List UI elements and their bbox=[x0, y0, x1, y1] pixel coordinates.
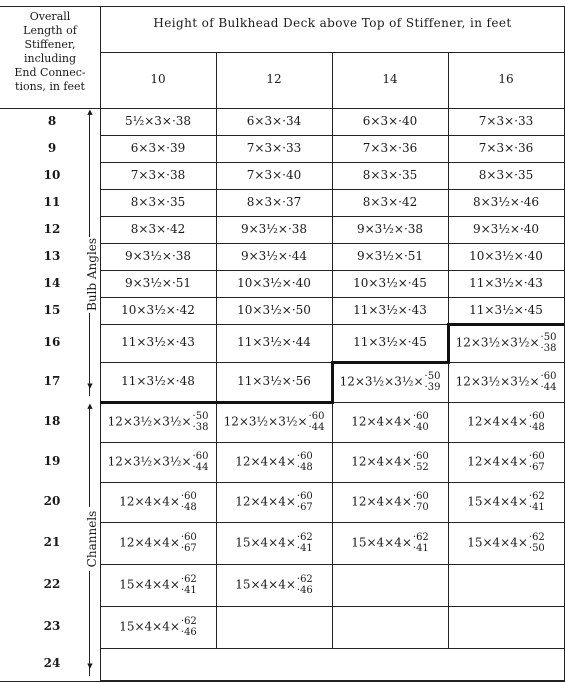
cell-rule bbox=[332, 297, 448, 298]
section-size: 12×3½×3½× bbox=[223, 414, 308, 429]
thickness-flange: ·70 bbox=[412, 502, 429, 513]
section-size-cell bbox=[100, 616, 216, 638]
section-size-cell bbox=[100, 114, 216, 128]
section-size-cell bbox=[216, 491, 332, 513]
section-size: 11×3½×·44 bbox=[237, 335, 311, 349]
cell-rule bbox=[332, 216, 448, 217]
thickness-fraction bbox=[425, 371, 441, 393]
section-size: 11×3½×·43 bbox=[469, 275, 543, 290]
boundary-line bbox=[100, 401, 334, 404]
cell-rule bbox=[216, 648, 332, 649]
cell-rule bbox=[100, 162, 216, 163]
thickness-fraction bbox=[541, 371, 557, 393]
section-size-cell bbox=[448, 141, 564, 155]
cell-rule bbox=[100, 522, 216, 523]
row-length-label: 9 bbox=[47, 140, 57, 155]
thickness-flange: ·44 bbox=[192, 462, 209, 473]
section-size-cell bbox=[448, 451, 564, 473]
thickness-fraction bbox=[529, 451, 545, 473]
thickness-flange: ·41 bbox=[296, 543, 313, 554]
thickness-web: ·50 bbox=[424, 371, 441, 382]
section-size-cell bbox=[332, 532, 448, 554]
cell-rule bbox=[100, 362, 216, 363]
thickness-fraction bbox=[541, 332, 557, 354]
column-heading: 14 bbox=[382, 72, 398, 86]
section-size-cell bbox=[100, 276, 216, 290]
section-size-cell bbox=[216, 335, 332, 349]
cell-rule bbox=[100, 606, 216, 607]
section-size: 10×3½×·50 bbox=[237, 302, 311, 317]
section-size-cell bbox=[100, 374, 216, 388]
thickness-web: ·60 bbox=[180, 491, 197, 502]
cell-rule bbox=[332, 606, 448, 607]
section-size: 8×3½×·46 bbox=[472, 194, 540, 209]
thickness-fraction bbox=[181, 574, 197, 596]
cell-rule bbox=[332, 270, 448, 271]
cell-rule bbox=[216, 362, 332, 363]
thickness-fraction bbox=[529, 411, 545, 433]
cell-rule bbox=[448, 135, 564, 136]
thickness-flange: ·46 bbox=[180, 627, 197, 638]
cell-rule bbox=[448, 189, 564, 190]
row-length-label: 22 bbox=[43, 577, 61, 591]
row-length-label: 16 bbox=[43, 335, 61, 349]
thickness-fraction bbox=[309, 411, 325, 433]
section-size: 12×4×4× bbox=[351, 414, 412, 429]
thickness-fraction bbox=[181, 491, 197, 513]
section-size: 6×3×·39 bbox=[130, 140, 186, 155]
cell-rule bbox=[332, 189, 448, 190]
channels-label: Channels bbox=[85, 507, 99, 571]
section-size: 8×3×·37 bbox=[246, 194, 302, 209]
boundary-line bbox=[447, 323, 450, 363]
thickness-fraction bbox=[193, 451, 209, 473]
cell-rule bbox=[216, 324, 332, 325]
section-size-cell bbox=[100, 249, 216, 263]
column-heading: 12 bbox=[266, 72, 282, 86]
cell-rule bbox=[332, 162, 448, 163]
row-length-label: 17 bbox=[43, 374, 61, 388]
section-size: 7×3×·33 bbox=[246, 140, 302, 155]
row-header-line: End Connec- bbox=[14, 66, 86, 79]
section-size-cell bbox=[448, 371, 564, 393]
bracket-arrow-icon: ▲ bbox=[87, 108, 93, 116]
column-group-header: Height of Bulkhead Deck above Top of Stiffener, in feet bbox=[153, 16, 512, 30]
thickness-flange: ·41 bbox=[528, 502, 545, 513]
thickness-web: ·50 bbox=[192, 411, 209, 422]
cell-rule bbox=[100, 297, 216, 298]
thickness-web: ·60 bbox=[412, 411, 429, 422]
section-size: 15×4×4× bbox=[119, 619, 180, 634]
section-size: 15×4×4× bbox=[235, 577, 296, 592]
thickness-flange: ·48 bbox=[528, 422, 545, 433]
cell-rule bbox=[216, 135, 332, 136]
cell-rule bbox=[216, 216, 332, 217]
cell-rule bbox=[100, 270, 216, 271]
section-size-cell bbox=[216, 222, 332, 236]
section-size: 11×3½×·56 bbox=[237, 374, 311, 388]
thickness-web: ·60 bbox=[412, 451, 429, 462]
section-size: 12×3½×3½× bbox=[107, 454, 192, 469]
section-size-cell bbox=[448, 332, 564, 354]
thickness-web: ·60 bbox=[180, 532, 197, 543]
cell-rule bbox=[332, 402, 448, 403]
row-header-line: tions, in feet bbox=[15, 80, 85, 93]
row-length-label: 12 bbox=[43, 221, 61, 236]
row-length-label: 13 bbox=[43, 248, 61, 263]
section-size: 12×3½×3½× bbox=[455, 374, 540, 389]
section-size: 9×3½×·38 bbox=[356, 221, 424, 236]
thickness-web: ·60 bbox=[296, 491, 313, 502]
table-top-rule bbox=[0, 6, 565, 7]
cell-rule bbox=[332, 442, 448, 443]
thickness-flange: ·41 bbox=[180, 585, 197, 596]
section-size: 15×4×4× bbox=[119, 577, 180, 592]
thickness-fraction bbox=[413, 491, 429, 513]
thickness-web: ·60 bbox=[540, 371, 557, 382]
cell-rule bbox=[100, 442, 216, 443]
cell-rule bbox=[448, 162, 564, 163]
section-size-cell bbox=[216, 249, 332, 263]
cell-rule bbox=[100, 564, 216, 565]
cell-rule bbox=[332, 243, 448, 244]
cell-rule bbox=[332, 135, 448, 136]
thickness-fraction bbox=[529, 532, 545, 554]
thickness-web: ·62 bbox=[296, 532, 313, 543]
thickness-fraction bbox=[181, 532, 197, 554]
cell-rule bbox=[100, 680, 216, 681]
section-size: 12×4×4× bbox=[467, 454, 528, 469]
thickness-web: ·60 bbox=[528, 451, 545, 462]
thickness-flange: ·67 bbox=[528, 462, 545, 473]
section-size-cell bbox=[332, 168, 448, 182]
thickness-flange: ·50 bbox=[528, 543, 545, 554]
thickness-flange: ·46 bbox=[296, 585, 313, 596]
thickness-flange: ·40 bbox=[412, 422, 429, 433]
thickness-web: ·60 bbox=[412, 491, 429, 502]
thickness-web: ·60 bbox=[192, 451, 209, 462]
section-size-cell bbox=[332, 411, 448, 433]
thickness-web: ·62 bbox=[528, 532, 545, 543]
row-header-line: including bbox=[23, 52, 77, 65]
boundary-line bbox=[332, 361, 450, 364]
cell-rule bbox=[100, 324, 216, 325]
section-size-cell bbox=[216, 574, 332, 596]
thickness-fraction bbox=[193, 411, 209, 433]
section-size: 8×3×·35 bbox=[362, 167, 418, 182]
cell-rule bbox=[100, 482, 216, 483]
section-size-cell bbox=[100, 491, 216, 513]
section-size: 7×3×·33 bbox=[478, 113, 534, 128]
column-heading: 16 bbox=[498, 72, 514, 86]
thickness-web: ·60 bbox=[528, 411, 545, 422]
section-size: 7×3×·36 bbox=[362, 140, 418, 155]
row-header-line: Overall bbox=[29, 10, 71, 23]
section-size-cell bbox=[332, 491, 448, 513]
bracket-arrow-icon: ▼ bbox=[87, 662, 93, 670]
section-size: 9×3½×·40 bbox=[472, 221, 540, 236]
section-size-cell bbox=[216, 374, 332, 388]
cell-rule bbox=[216, 564, 332, 565]
thickness-fraction bbox=[297, 532, 313, 554]
cell-rule bbox=[332, 482, 448, 483]
cell-rule bbox=[448, 402, 564, 403]
cell-rule bbox=[332, 324, 448, 325]
section-size: 15×4×4× bbox=[467, 494, 528, 509]
section-size-cell bbox=[332, 141, 448, 155]
cell-rule bbox=[100, 216, 216, 217]
section-size-cell bbox=[332, 276, 448, 290]
cell-rule bbox=[332, 564, 448, 565]
section-size: 10×3½×·40 bbox=[469, 248, 543, 263]
section-size-cell bbox=[216, 114, 332, 128]
section-size: 9×3½×·38 bbox=[124, 248, 192, 263]
section-size-cell bbox=[216, 411, 332, 433]
row-header-label bbox=[4, 10, 96, 94]
row-length-label: 19 bbox=[43, 454, 61, 468]
cell-rule bbox=[332, 680, 448, 681]
row-length-label: 11 bbox=[43, 194, 61, 209]
section-size: 12×4×4× bbox=[235, 454, 296, 469]
section-size-cell bbox=[448, 532, 564, 554]
cell-rule bbox=[448, 482, 564, 483]
cell-rule bbox=[448, 680, 564, 681]
cell-rule bbox=[216, 522, 332, 523]
section-size-cell bbox=[216, 451, 332, 473]
cell-rule bbox=[448, 648, 564, 649]
cell-rule bbox=[448, 606, 564, 607]
section-size: 11×3½×·43 bbox=[353, 302, 427, 317]
cell-rule bbox=[216, 482, 332, 483]
cell-rule bbox=[216, 606, 332, 607]
row-length-label: 10 bbox=[43, 167, 61, 182]
section-size-cell bbox=[332, 114, 448, 128]
thickness-flange: ·67 bbox=[180, 543, 197, 554]
thickness-flange: ·41 bbox=[412, 543, 429, 554]
cell-rule bbox=[448, 564, 564, 565]
section-size-cell bbox=[448, 168, 564, 182]
thickness-web: ·62 bbox=[296, 574, 313, 585]
section-size: 12×4×4× bbox=[467, 414, 528, 429]
section-size: 5½×3×·38 bbox=[124, 113, 192, 128]
section-size-cell bbox=[448, 411, 564, 433]
section-size-cell bbox=[448, 222, 564, 236]
section-size: 12×4×4× bbox=[351, 454, 412, 469]
row-length-label: 23 bbox=[43, 619, 61, 633]
boundary-line bbox=[448, 323, 564, 326]
cell-rule bbox=[448, 243, 564, 244]
section-size: 9×3½×·51 bbox=[356, 248, 424, 263]
thickness-flange: ·67 bbox=[296, 502, 313, 513]
thickness-web: ·60 bbox=[308, 411, 325, 422]
section-size: 8×3×·42 bbox=[362, 194, 418, 209]
section-size: 12×3½×3½× bbox=[107, 414, 192, 429]
cell-rule bbox=[332, 522, 448, 523]
section-size-cell bbox=[332, 371, 448, 393]
section-size-cell bbox=[216, 141, 332, 155]
bracket-arrow-icon: ▲ bbox=[87, 402, 93, 410]
cell-rule bbox=[100, 189, 216, 190]
section-size: 9×3½×·38 bbox=[240, 221, 308, 236]
section-size-cell bbox=[100, 411, 216, 433]
section-size: 15×4×4× bbox=[235, 535, 296, 550]
section-size: 6×3×·40 bbox=[362, 113, 418, 128]
section-size: 9×3½×·51 bbox=[124, 275, 192, 290]
cell-rule bbox=[448, 442, 564, 443]
section-size: 11×3½×·45 bbox=[469, 302, 543, 317]
section-size: 8×3×·35 bbox=[130, 194, 186, 209]
thickness-flange: ·44 bbox=[540, 382, 557, 393]
row-length-label: 24 bbox=[43, 656, 61, 670]
bracket-arrow-icon: ▼ bbox=[87, 382, 93, 390]
section-size-cell bbox=[216, 532, 332, 554]
row-length-label: 8 bbox=[47, 113, 57, 128]
section-size-cell bbox=[100, 335, 216, 349]
thickness-web: ·60 bbox=[296, 451, 313, 462]
section-size: 8×3×·35 bbox=[478, 167, 534, 182]
thickness-fraction bbox=[297, 491, 313, 513]
thickness-flange: ·44 bbox=[308, 422, 325, 433]
cell-rule bbox=[332, 648, 448, 649]
section-size-cell bbox=[100, 222, 216, 236]
row-length-label: 14 bbox=[43, 275, 61, 290]
thickness-flange: ·48 bbox=[180, 502, 197, 513]
section-size: 12×4×4× bbox=[351, 494, 412, 509]
section-size-cell bbox=[100, 451, 216, 473]
section-size-cell bbox=[448, 114, 564, 128]
row-length-label: 18 bbox=[43, 414, 61, 428]
section-size: 10×3½×·45 bbox=[353, 275, 427, 290]
section-size-cell bbox=[448, 195, 564, 209]
row-header-line: Length of bbox=[23, 24, 77, 37]
thickness-flange: ·38 bbox=[192, 422, 209, 433]
section-size-cell bbox=[332, 451, 448, 473]
thickness-fraction bbox=[297, 451, 313, 473]
thickness-flange: ·52 bbox=[412, 462, 429, 473]
cell-rule bbox=[448, 297, 564, 298]
section-size: 8×3×·42 bbox=[130, 221, 186, 236]
section-size: 6×3×·34 bbox=[246, 113, 302, 128]
section-size: 7×3×·38 bbox=[130, 167, 186, 182]
row-length-label: 21 bbox=[43, 535, 61, 549]
section-size: 12×4×4× bbox=[235, 494, 296, 509]
section-size-cell bbox=[100, 532, 216, 554]
cell-rule bbox=[100, 243, 216, 244]
section-size-cell bbox=[216, 168, 332, 182]
thickness-fraction bbox=[413, 532, 429, 554]
cell-rule bbox=[448, 216, 564, 217]
thickness-web: ·62 bbox=[180, 574, 197, 585]
section-size: 11×3½×·48 bbox=[121, 374, 195, 388]
cell-rule bbox=[448, 522, 564, 523]
cell-rule bbox=[216, 442, 332, 443]
section-size-cell bbox=[100, 141, 216, 155]
thickness-web: ·62 bbox=[528, 491, 545, 502]
section-size-cell bbox=[100, 168, 216, 182]
section-size-cell bbox=[332, 222, 448, 236]
cell-rule bbox=[216, 162, 332, 163]
row-length-label: 15 bbox=[43, 302, 61, 317]
thickness-fraction bbox=[413, 451, 429, 473]
cell-rule bbox=[100, 648, 216, 649]
section-size-cell bbox=[100, 574, 216, 596]
section-size: 7×3×·40 bbox=[246, 167, 302, 182]
section-size: 12×3½×3½× bbox=[339, 374, 424, 389]
column-heading: 10 bbox=[150, 72, 166, 86]
section-size: 10×3½×·42 bbox=[121, 302, 195, 317]
thickness-fraction bbox=[529, 491, 545, 513]
section-size: 11×3½×·43 bbox=[121, 335, 195, 349]
section-size: 10×3½×·40 bbox=[237, 275, 311, 290]
thickness-fraction bbox=[413, 411, 429, 433]
boundary-line bbox=[331, 361, 334, 403]
section-size: 15×4×4× bbox=[351, 535, 412, 550]
thickness-web: ·50 bbox=[540, 332, 557, 343]
thickness-flange: ·39 bbox=[424, 382, 441, 393]
section-size: 15×4×4× bbox=[467, 535, 528, 550]
section-size-cell bbox=[100, 195, 216, 209]
thickness-web: ·62 bbox=[412, 532, 429, 543]
section-size: 11×3½×·45 bbox=[353, 335, 427, 349]
section-size-cell bbox=[332, 335, 448, 349]
section-size-cell bbox=[448, 303, 564, 317]
section-size: 9×3½×·44 bbox=[240, 248, 308, 263]
cell-rule bbox=[448, 270, 564, 271]
section-size: 12×3½×3½× bbox=[455, 335, 540, 350]
section-size-cell bbox=[216, 303, 332, 317]
section-size-cell bbox=[332, 195, 448, 209]
section-size-cell bbox=[448, 249, 564, 263]
section-size-cell bbox=[100, 303, 216, 317]
cell-rule bbox=[216, 270, 332, 271]
thickness-flange: ·48 bbox=[296, 462, 313, 473]
cell-rule bbox=[216, 680, 332, 681]
cell-rule bbox=[216, 297, 332, 298]
section-size: 12×4×4× bbox=[119, 494, 180, 509]
cell-rule bbox=[448, 362, 564, 363]
cell-rule bbox=[216, 243, 332, 244]
section-size: 12×4×4× bbox=[119, 535, 180, 550]
row-header-line: Stiffener, bbox=[24, 38, 76, 51]
section-size-cell bbox=[332, 303, 448, 317]
row-length-label: 20 bbox=[43, 494, 61, 508]
section-size: 7×3×·36 bbox=[478, 140, 534, 155]
thickness-web: ·62 bbox=[180, 616, 197, 627]
section-size-cell bbox=[448, 491, 564, 513]
cell-rule bbox=[216, 189, 332, 190]
bulb-angles-label: Bulb Angles bbox=[85, 237, 99, 311]
thickness-flange: ·38 bbox=[540, 343, 557, 354]
section-size-cell bbox=[332, 249, 448, 263]
section-size-cell bbox=[216, 195, 332, 209]
section-size-cell bbox=[448, 276, 564, 290]
section-size-cell bbox=[216, 276, 332, 290]
thickness-fraction bbox=[181, 616, 197, 638]
table-bottom-rule bbox=[0, 681, 565, 682]
cell-rule bbox=[100, 135, 216, 136]
thickness-fraction bbox=[297, 574, 313, 596]
